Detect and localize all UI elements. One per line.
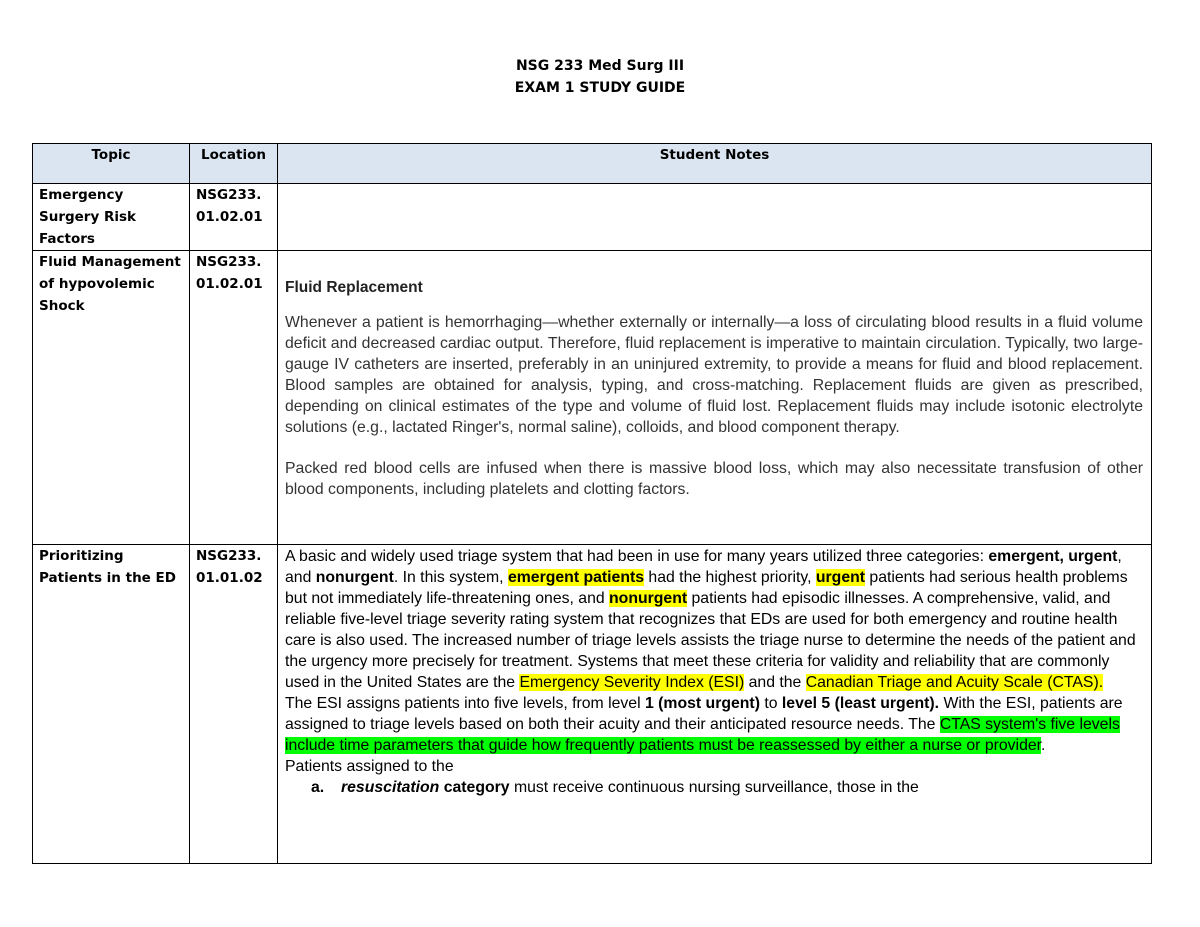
list-marker: a. bbox=[311, 779, 325, 796]
topic-cell: Prioritizing Patients in the ED bbox=[33, 545, 190, 864]
location-cell: NSG233. 01.01.02 bbox=[190, 545, 278, 864]
table-row bbox=[33, 251, 1152, 545]
triage-paragraph-3: Patients assigned to the bbox=[285, 758, 454, 775]
header-topic: Topic bbox=[33, 144, 190, 184]
highlight-ctas-time: CTAS system's five levels include time parameters that guide how frequently patients must be reassessed by either a nurse or provider bbox=[285, 716, 1120, 754]
notes-cell-fluid bbox=[278, 251, 1152, 545]
location-cell: NSG233. 01.02.01 bbox=[190, 184, 278, 251]
highlight-ctas: Canadian Triage and Acuity Scale (CTAS). bbox=[805, 674, 1104, 691]
document-title: NSG 233 Med Surg III bbox=[515, 58, 685, 74]
highlight-emergent: emergent patients bbox=[507, 569, 645, 586]
fluid-paragraph-1: Whenever a patient is hemorrhaging—whether externally or internally—a loss of circulating blood results in a fluid volume deficit and decreased cardiac output. Therefore, fluid replacement is imperative to maintain circulation. Typically, two large-gauge IV catheters are inserted, preferably in an uninjured extremity, to provide a means for fluid and blood replacement. Blood samples are obtained for analysis, typing, and cross-matching. Replacement fluids are given as prescribed, depending on clinical estimates of the type and volume of fluid lost. Replacement fluids may include isotonic electrolyte solutions (e.g., lactated Ringer's, normal saline), colloids, and blood component therapy. bbox=[285, 314, 1143, 436]
table-header-row bbox=[33, 144, 1152, 184]
fluid-replacement-heading: Fluid Replacement bbox=[285, 279, 423, 296]
header-location: Location bbox=[190, 144, 278, 184]
document-subtitle: EXAM 1 STUDY GUIDE bbox=[514, 80, 686, 96]
header-student-notes: Student Notes bbox=[278, 144, 1152, 184]
notes-cell-empty bbox=[278, 184, 1152, 251]
triage-paragraph-2: The ESI assigns patients into five levels, from level 1 (most urgent) to level 5 (least urgent). With the ESI, patients are assigned to triage levels based on both their acuity and their anticipated resource needs. The CTAS system's five levels include time parameters that guide how frequently patients must be reassessed by either a nurse or provider. bbox=[285, 695, 1123, 754]
fluid-paragraph-2: Packed red blood cells are infused when there is massive blood loss, which may also necessitate transfusion of other blood components, including platelets and clotting factors. bbox=[285, 460, 1143, 498]
table-row bbox=[33, 545, 1152, 864]
highlight-urgent: urgent bbox=[815, 569, 866, 586]
list-item: a. resuscitation category must receive continuous nursing surveillance, those in the bbox=[311, 779, 919, 796]
study-guide-table bbox=[32, 143, 1152, 864]
topic-cell: Fluid Management of hypovolemic Shock bbox=[33, 251, 190, 545]
notes-cell-triage bbox=[278, 545, 1152, 864]
triage-paragraph-1: A basic and widely used triage system that had been in use for many years utilized three categories: emergent, urgent, and nonurgent. In this system, emergent patients had the highest priority, urgent patients had serious health problems but not immediately life-threatening ones, and nonurgent patients had episodic illnesses. A comprehensive, valid, and reliable five-level triage severity rating system that recognizes that EDs are used for both emergency and routine health care is also used. The increased number of triage levels assists the triage nurse to determine the needs of the patient and the urgency more precisely for treatment. Systems that meet these criteria for validity and reliability that are commonly used in the United States are the Emergency Severity Index (ESI) and the Canadian Triage and Acuity Scale (CTAS). bbox=[285, 548, 1136, 691]
location-cell: NSG233. 01.02.01 bbox=[190, 251, 278, 545]
table-row bbox=[33, 184, 1152, 251]
highlight-esi: Emergency Severity Index (ESI) bbox=[519, 674, 745, 691]
highlight-nonurgent: nonurgent bbox=[609, 590, 688, 607]
topic-cell: Emergency Surgery Risk Factors bbox=[33, 184, 190, 251]
